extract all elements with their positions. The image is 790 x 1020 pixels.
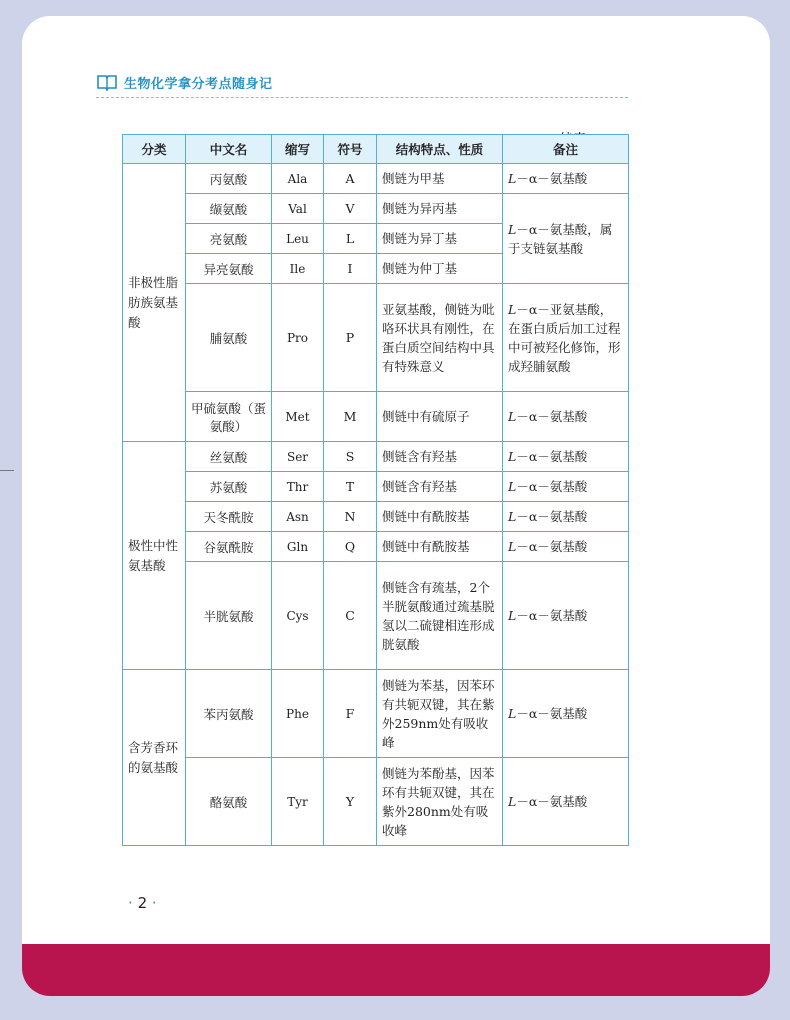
- page-number-value: 2: [137, 894, 148, 912]
- name-cell: 缬氨酸: [186, 194, 272, 224]
- name-cell: 谷氨酰胺: [186, 532, 272, 562]
- crop-mark: [0, 470, 14, 471]
- symbol-cell: Q: [324, 532, 377, 562]
- feature-cell: 亚氨基酸，侧链为吡咯环状具有刚性，在蛋白质空间结构中具有特殊意义: [377, 284, 503, 392]
- symbol-cell: T: [324, 472, 377, 502]
- note-cell: L－α－氨基酸: [503, 758, 629, 846]
- symbol-cell: V: [324, 194, 377, 224]
- table-row: [123, 502, 629, 532]
- abbr-cell: Asn: [272, 502, 324, 532]
- column-header: 结构特点、性质: [377, 135, 503, 164]
- symbol-cell: S: [324, 442, 377, 472]
- table-row: [123, 392, 629, 442]
- column-header: 备注: [503, 135, 629, 164]
- feature-cell: 侧链含有巯基，2个半胱氨酸通过巯基脱氢以二硫键相连形成胱氨酸: [377, 562, 503, 670]
- abbr-cell: Gln: [272, 532, 324, 562]
- note-cell: L－α－氨基酸: [503, 472, 629, 502]
- table-row: [123, 194, 629, 224]
- abbr-cell: Phe: [272, 670, 324, 758]
- category-cell: 含芳香环的氨基酸: [123, 670, 186, 846]
- note-cell: L－α－亚氨基酸，在蛋白质后加工过程中可被羟化修饰，形成羟脯氨酸: [503, 284, 629, 392]
- abbr-cell: Met: [272, 392, 324, 442]
- note-cell: L－α－氨基酸: [503, 164, 629, 194]
- symbol-cell: Y: [324, 758, 377, 846]
- name-cell: 丝氨酸: [186, 442, 272, 472]
- amino-acid-table: [122, 134, 629, 846]
- name-cell: 半胱氨酸: [186, 562, 272, 670]
- feature-cell: 侧链为异丁基: [377, 224, 503, 254]
- note-cell: L－α－氨基酸: [503, 562, 629, 670]
- abbr-cell: Tyr: [272, 758, 324, 846]
- running-header: [96, 70, 636, 94]
- feature-cell: 侧链为苯基，因苯环有共轭双键，其在紫外259nm处有吸收峰: [377, 670, 503, 758]
- column-header: 分类: [123, 135, 186, 164]
- header-title: 生物化学拿分考点随身记: [124, 76, 273, 92]
- column-header: 缩写: [272, 135, 324, 164]
- symbol-cell: C: [324, 562, 377, 670]
- abbr-cell: Ser: [272, 442, 324, 472]
- feature-cell: 侧链为甲基: [377, 164, 503, 194]
- abbr-cell: Thr: [272, 472, 324, 502]
- note-cell: L－α－氨基酸: [503, 392, 629, 442]
- table-header-row: [123, 135, 629, 164]
- abbr-cell: Leu: [272, 224, 324, 254]
- table-row: [123, 532, 629, 562]
- table-row: [123, 472, 629, 502]
- name-cell: 天冬酰胺: [186, 502, 272, 532]
- symbol-cell: N: [324, 502, 377, 532]
- header-divider: [96, 97, 628, 98]
- book-icon: [96, 73, 118, 91]
- name-cell: 甲硫氨酸（蛋氨酸）: [186, 392, 272, 442]
- category-cell: 非极性脂肪族氨基酸: [123, 164, 186, 442]
- name-cell: 苯丙氨酸: [186, 670, 272, 758]
- symbol-cell: A: [324, 164, 377, 194]
- feature-cell: 侧链中有酰胺基: [377, 532, 503, 562]
- name-cell: 脯氨酸: [186, 284, 272, 392]
- feature-cell: 侧链含有羟基: [377, 472, 503, 502]
- note-cell: L－α－氨基酸: [503, 532, 629, 562]
- column-header: 中文名: [186, 135, 272, 164]
- symbol-cell: M: [324, 392, 377, 442]
- table-row: [123, 758, 629, 846]
- table-row: [123, 562, 629, 670]
- feature-cell: 侧链为仲丁基: [377, 254, 503, 284]
- name-cell: 异亮氨酸: [186, 254, 272, 284]
- symbol-cell: I: [324, 254, 377, 284]
- symbol-cell: P: [324, 284, 377, 392]
- note-cell: L－α－氨基酸，属于支链氨基酸: [503, 194, 629, 284]
- feature-cell: 侧链含有羟基: [377, 442, 503, 472]
- abbr-cell: Pro: [272, 284, 324, 392]
- column-header: 符号: [324, 135, 377, 164]
- note-cell: L－α－氨基酸: [503, 670, 629, 758]
- category-cell: 极性中性氨基酸: [123, 442, 186, 670]
- feature-cell: 侧链为异丙基: [377, 194, 503, 224]
- table-row: [123, 442, 629, 472]
- note-cell: L－α－氨基酸: [503, 502, 629, 532]
- table-row: [123, 670, 629, 758]
- table-row: [123, 164, 629, 194]
- name-cell: 亮氨酸: [186, 224, 272, 254]
- page-number: [128, 894, 157, 912]
- symbol-cell: F: [324, 670, 377, 758]
- abbr-cell: Cys: [272, 562, 324, 670]
- name-cell: 酪氨酸: [186, 758, 272, 846]
- name-cell: 丙氨酸: [186, 164, 272, 194]
- abbr-cell: Ala: [272, 164, 324, 194]
- table-row: [123, 284, 629, 392]
- name-cell: 苏氨酸: [186, 472, 272, 502]
- symbol-cell: L: [324, 224, 377, 254]
- abbr-cell: Ile: [272, 254, 324, 284]
- feature-cell: 侧链中有硫原子: [377, 392, 503, 442]
- feature-cell: 侧链为苯酚基，因苯环有共轭双键，其在紫外280nm处有吸收峰: [377, 758, 503, 846]
- footer-band: [22, 944, 770, 996]
- feature-cell: 侧链中有酰胺基: [377, 502, 503, 532]
- note-cell: L－α－氨基酸: [503, 442, 629, 472]
- page-number-dot-right: ·: [151, 894, 157, 912]
- abbr-cell: Val: [272, 194, 324, 224]
- page-number-dot-left: ·: [128, 894, 133, 912]
